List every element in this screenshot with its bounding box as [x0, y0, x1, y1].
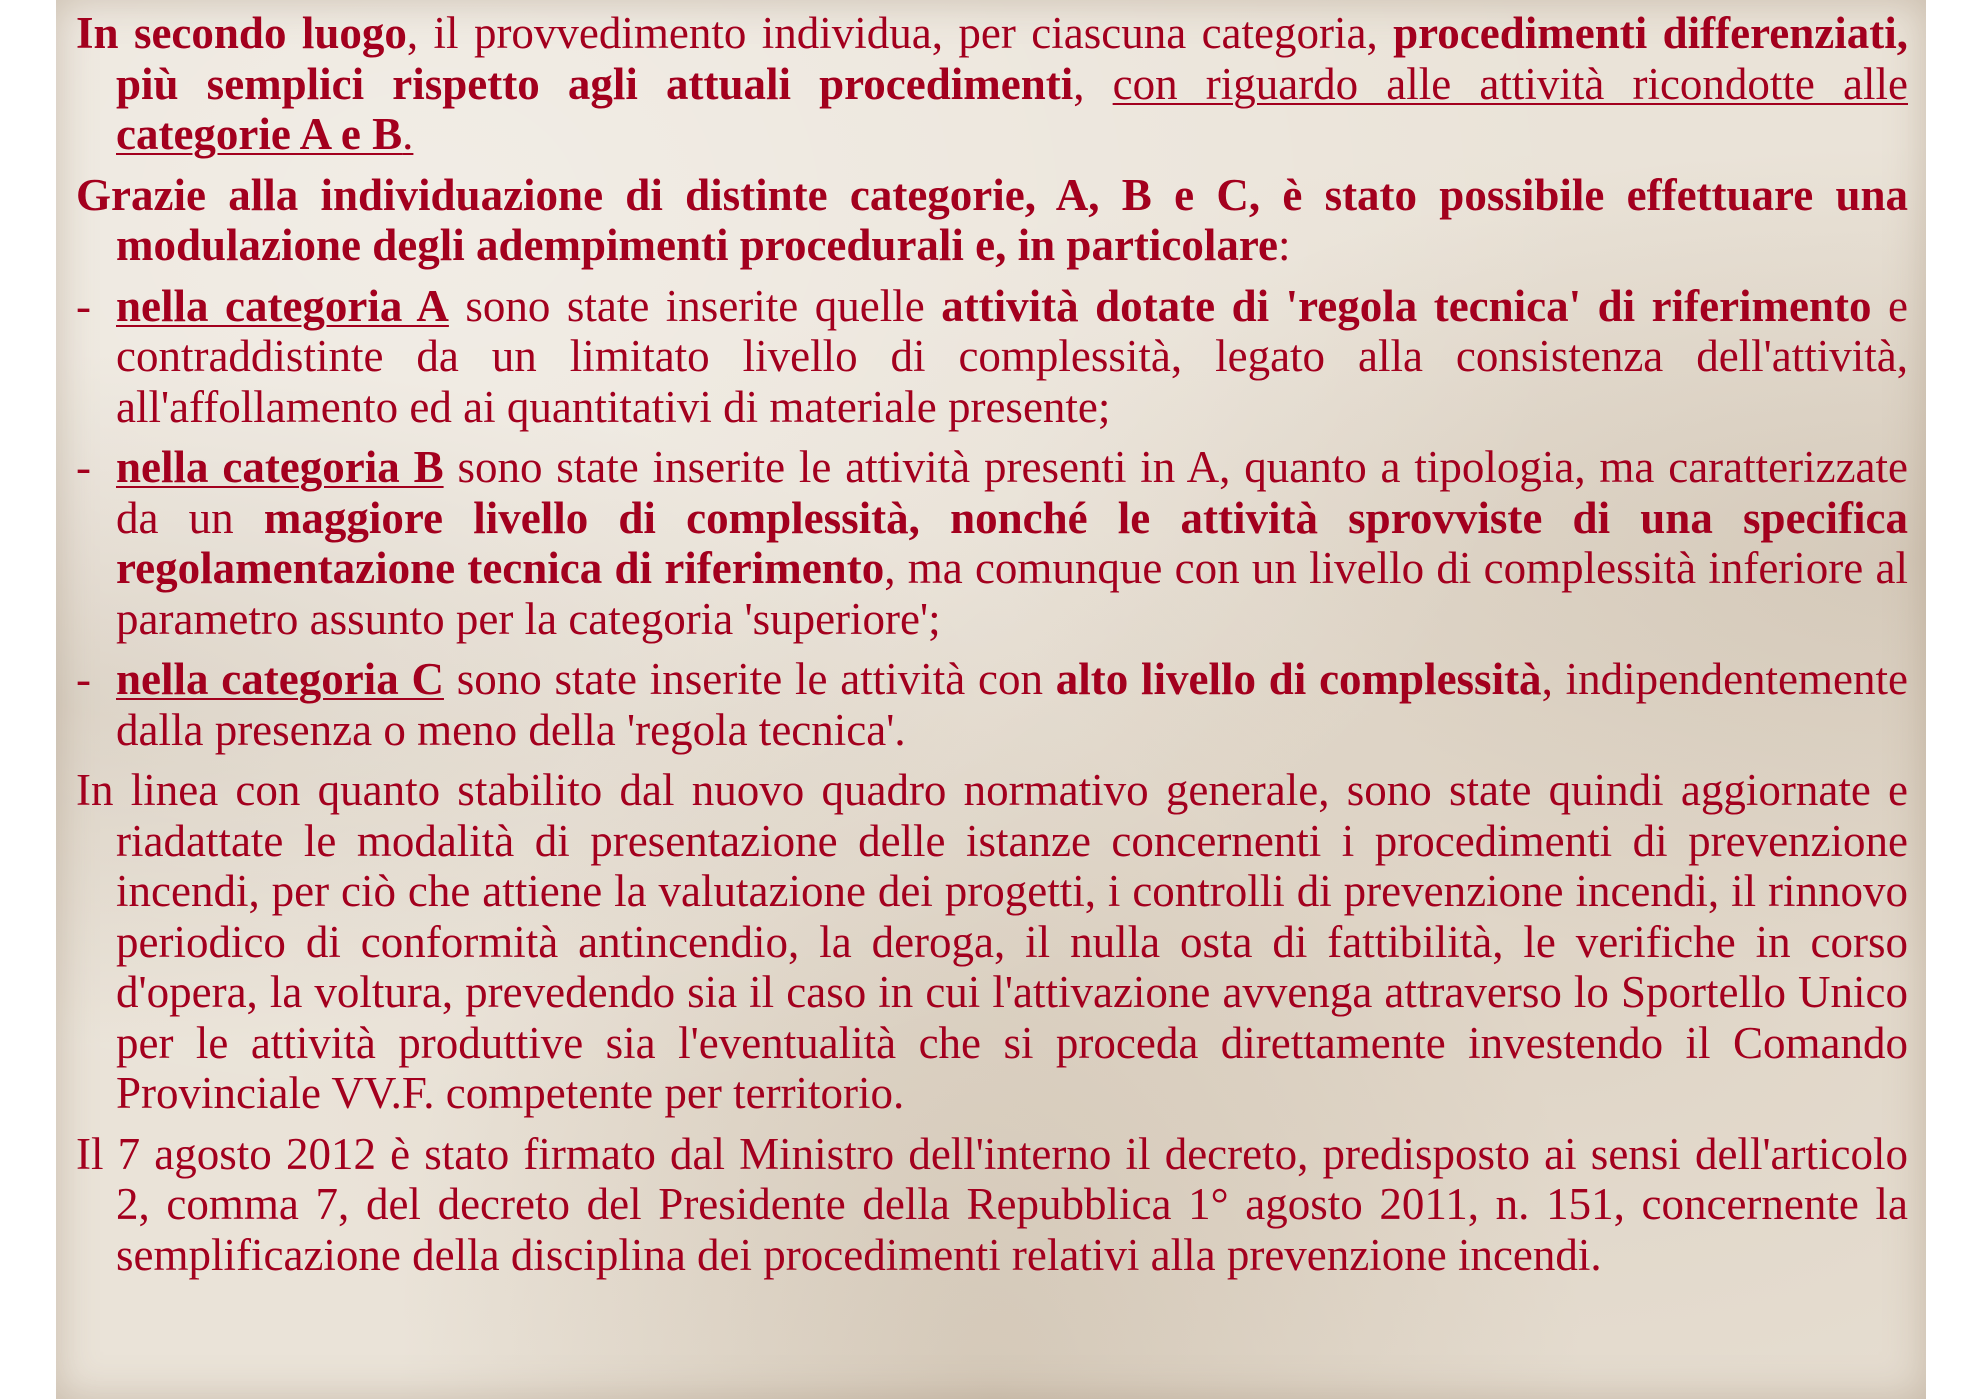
text-segment: , indipendentemente dalla presenza o meno della 'regola tecnica'. — [116, 654, 1908, 755]
bullet-dash: - — [76, 280, 91, 331]
text-segment: nella categoria B — [116, 442, 444, 492]
text-segment: nella categoria C — [116, 654, 444, 704]
bullet-categoria-c — [76, 654, 1908, 755]
text-segment: e contraddistinte da un limitato livello di complessità, legato alla consistenza dell'attività, all'affollamento ed ai quantitativi di materiale presente; — [116, 280, 1908, 432]
text-segment: . — [402, 109, 414, 159]
bullet-dash: - — [76, 442, 91, 492]
text-segment: sono state inserite le attività con — [443, 654, 1056, 704]
text-segment: alto livello di complessità — [1055, 654, 1542, 704]
bullet-categoria-b — [76, 442, 1908, 644]
text-segment: In secondo luogo — [76, 8, 407, 58]
text-segment: categorie A e B — [116, 109, 403, 159]
text-segment: sono state inserite le attività presenti in A, quanto a tipologia, ma caratterizzate da un — [116, 442, 1908, 543]
text-segment: maggiore livello di complessità, nonché le attività sprovviste di una specifica regolamentazione tecnica di riferimento — [116, 492, 1908, 593]
text-segment: attività dotate di 'regola tecnica' di riferimento — [941, 280, 1872, 331]
text-segment: con riguardo alle attività ricondotte alle — [1112, 58, 1908, 109]
text-segment: sono state inserite quelle — [448, 280, 942, 331]
text-segment: : — [1278, 220, 1291, 270]
paragraph-7-agosto — [76, 1129, 1908, 1281]
bullet-categoria-a — [76, 281, 1908, 433]
document-body — [76, 8, 1908, 1290]
text-segment: procedimenti differenziati, più semplici rispetto agli attuali procedimenti — [116, 8, 1908, 109]
text-segment: Il 7 agosto 2012 è stato firmato dal Ministro dell'interno il decreto, predisposto ai sensi dell'articolo 2, comma 7, del decreto del Presidente della Repubblica 1° agosto 2011, n. 151, concernente la semplificazione della disciplina dei procedimenti relativi alla prevenzione incendi. — [76, 1128, 1908, 1280]
text-segment: , — [1073, 58, 1113, 109]
text-segment: , ma comunque con un livello di complessità inferiore al parametro assunto per la categoria 'superiore'; — [116, 543, 1908, 644]
paragraph-secondo-luogo — [76, 8, 1908, 160]
paragraph-grazie — [76, 170, 1908, 271]
bullet-dash: - — [76, 654, 91, 704]
document-page — [56, 0, 1926, 1399]
text-segment: In linea con quanto stabilito dal nuovo quadro normativo generale, sono state quindi aggiornate e riadattate le modalità di presentazione delle istanze concernenti i procedimenti di prevenzione incendi, per ciò che attiene la valutazione dei progetti, i controlli di prevenzione incendi, il rinnovo periodico di conformità antincendio, la deroga, il nulla osta di fattibilità, le verifiche in corso d'opera, la voltura, prevedendo sia il caso in cui l'attivazione avvenga attraverso lo Sportello Unico per le attività produttive sia l'eventualità che si proceda direttamente investendo il Comando Provinciale VV.F. competente per territorio. — [76, 765, 1908, 1118]
paragraph-in-linea — [76, 765, 1908, 1119]
text-segment: , il provvedimento individua, per ciascuna categoria, — [406, 8, 1394, 58]
text-segment: nella categoria A — [116, 280, 449, 331]
text-segment: Grazie alla individuazione di distinte categorie, A, B e C, è stato possibile effettuare una modulazione degli adempimenti procedurali e, in particolare — [76, 169, 1908, 270]
